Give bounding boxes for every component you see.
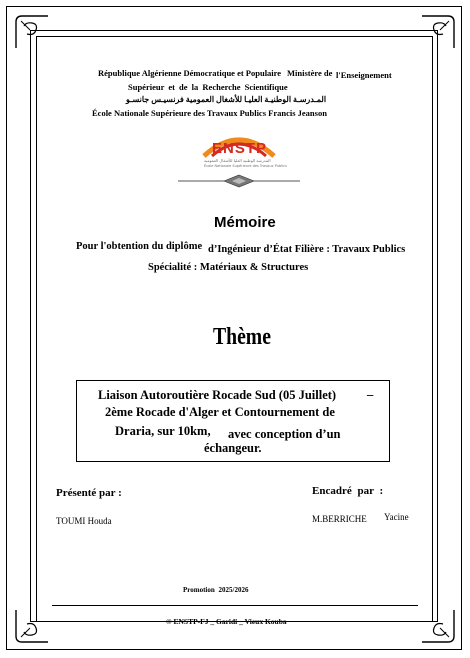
theme-line-2: 2ème Rocade d'Alger et Contournement de	[105, 405, 335, 419]
theme-line-3b: avec conception d’un	[228, 427, 341, 441]
logo-latin-sub: École Nationale Supérieure des Travaux Publics	[204, 164, 287, 168]
theme-line-4: échangeur.	[204, 441, 262, 455]
header-ministry-a: Ministère de	[287, 68, 333, 78]
copyright-text: © ENSTP-FJ _ Garidi _ Vieux Kouba	[166, 617, 287, 626]
right-inner-rule	[432, 36, 433, 622]
purpose-line-a: Pour l'obtention du diplôme	[76, 241, 203, 252]
header-arabic-school: المـدرسـة الوطنيـة العليـا للأشغال العمومية فرنسيـس جانسـو	[126, 95, 327, 104]
corner-ornament-bottom-left	[12, 606, 52, 646]
theme-heading: Thème	[213, 324, 271, 350]
theme-line-3a: Draria, sur 10km,	[115, 424, 211, 438]
header-republic: République Algérienne Démocratique et Populaire	[98, 68, 282, 78]
presented-by-label: Présenté par :	[56, 487, 122, 499]
theme-line-1-dash: _	[367, 383, 374, 397]
specialty-line: Spécialité : Matériaux & Structures	[148, 262, 309, 273]
footer-rule	[52, 605, 418, 606]
corner-ornament-top-right	[418, 12, 458, 52]
logo-text: ENSTP	[212, 140, 268, 157]
enstp-logo	[196, 126, 287, 172]
ornament-divider	[176, 174, 302, 188]
supervisor-name-b: Yacine	[384, 512, 409, 522]
memoire-title: Mémoire	[214, 214, 276, 231]
left-inner-rule	[36, 36, 37, 622]
header-school-name: École Nationale Supérieure des Travaux Publics Francis Jeanson	[92, 108, 327, 118]
header-ministry-b: l'Enseignement	[336, 70, 392, 80]
promotion-text: Promotion 2025/2026	[183, 586, 249, 594]
header-ministry-line2: Supérieur et de la Recherche Scientifique	[128, 82, 288, 92]
supervisor-name-a: M.BERRICHE	[312, 514, 367, 524]
theme-line-1: Liaison Autoroutière Rocade Sud (05 Juillet)	[98, 388, 337, 402]
corner-ornament-bottom-right	[418, 606, 458, 646]
presented-by-name: TOUMI Houda	[56, 516, 112, 526]
logo-arabic-sub: المدرسة الوطنية العليا للأشغال العمومية	[204, 158, 271, 163]
top-inner-rule	[36, 36, 433, 37]
supervised-by-label: Encadré par :	[312, 485, 384, 497]
corner-ornament-top-left	[12, 12, 52, 52]
purpose-line-b: d’Ingénieur d’État Filière : Travaux Publics	[208, 244, 406, 255]
